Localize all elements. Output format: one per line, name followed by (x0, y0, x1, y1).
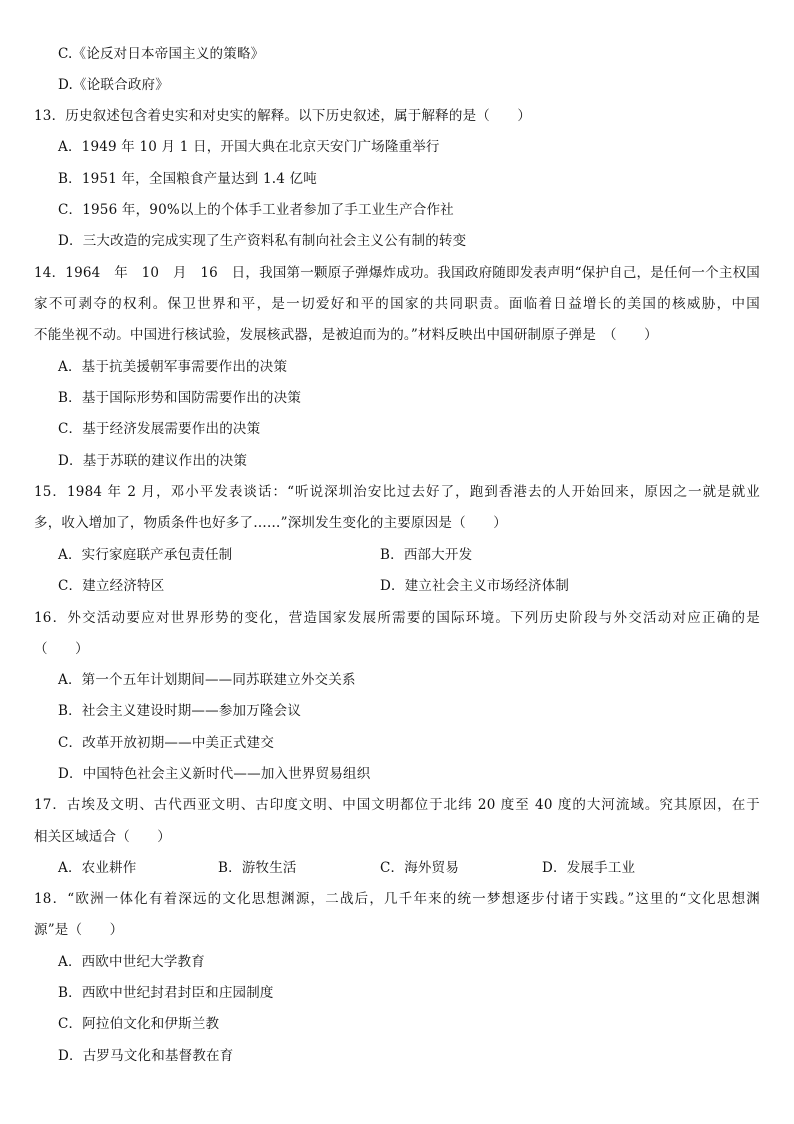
q14-stem-line-3: 不能坐视不动。中国进行核试验，发展核武器，是被迫而为的。”材料反映出中国研制原子弹是 （ ） (34, 327, 658, 343)
q15-option-a: A．实行家庭联产承包责任制 (58, 547, 233, 563)
q15-option-b: B．西部大开发 (380, 547, 473, 563)
q17-stem-line-1: 17．古埃及文明、古代西亚文明、古印度文明、中国文明都位于北纬 20 度至 40 度的大河流域。究其原因，在于 (34, 797, 760, 813)
q16-option-a: A．第一个五年计划期间——同苏联建立外交关系 (58, 672, 356, 688)
q14-stem-line-1: 14．1964 年 10 月 16 日，我国第一颗原子弹爆炸成功。我国政府随即发表声明“保护自己，是任何一个主权国 (34, 265, 760, 281)
q16-stem-line-1: 16．外交活动要应对世界形势的变化，营造国家发展所需要的国际环境。下列历史阶段与外交活动对应正确的是 (34, 610, 760, 626)
q13-option-d: D．三大改造的完成实现了生产资料私有制向社会主义公有制的转变 (58, 233, 467, 249)
q14-option-d: D．基于苏联的建议作出的决策 (58, 453, 248, 469)
q18-stem-line-1: 18．“欧洲一体化有着深远的文化思想渊源，二战后，几千年来的统一梦想逐步付诸于实践。”这里的“文化思想渊 (34, 891, 760, 907)
q13-option-c: C．1956 年，90%以上的个体手工业者参加了手工业生产合作社 (58, 202, 454, 218)
q14-option-c: C．基于经济发展需要作出的决策 (58, 421, 261, 437)
q12-option-d: D.《论联合政府》 (58, 77, 169, 93)
q14-option-a: A．基于抗美援朝军事需要作出的决策 (58, 359, 288, 375)
q17-option-b: B．游牧生活 (218, 860, 297, 876)
q17-option-a: A．农业耕作 (58, 860, 137, 876)
q17-stem-line-2: 相关区域适合（ ） (34, 829, 171, 845)
q13-option-b: B．1951 年，全国粮食产量达到 1.4 亿吨 (58, 171, 317, 187)
q14-option-b: B．基于国际形势和国防需要作出的决策 (58, 390, 302, 406)
q13-option-a: A．1949 年 10 月 1 日，开国大典在北京天安门广场隆重举行 (58, 139, 440, 155)
q16-option-c: C．改革开放初期——中美正式建交 (58, 735, 275, 751)
q18-stem-line-2: 源”是（ ） (34, 922, 124, 938)
q16-option-b: B．社会主义建设时期——参加万隆会议 (58, 703, 302, 719)
q16-stem-line-2: （ ） (34, 641, 89, 657)
q18-option-d: D．古罗马文化和基督教在育 (58, 1048, 234, 1064)
q14-stem-line-2: 家不可剥夺的权利。保卫世界和平，是一切爱好和平的国家的共同职责。面临着日益增长的美国的核威胁，中国 (34, 296, 760, 312)
q18-option-a: A．西欧中世纪大学教育 (58, 954, 205, 970)
q15-option-d: D．建立社会主义市场经济体制 (380, 578, 570, 594)
q13-stem: 13．历史叙述包含着史实和对史实的解释。以下历史叙述，属于解释的是（ ） (34, 108, 532, 124)
q16-option-d: D．中国特色社会主义新时代——加入世界贸易组织 (58, 766, 371, 782)
q15-stem-line-2: 多，收入增加了，物质条件也好多了……”深圳发生变化的主要原因是（ ） (34, 515, 507, 531)
q17-option-c: C．海外贸易 (380, 860, 460, 876)
q18-option-b: B．西欧中世纪封君封臣和庄园制度 (58, 985, 274, 1001)
q12-option-c: C.《论反对日本帝国主义的策略》 (58, 46, 265, 62)
q18-option-c: C．阿拉伯文化和伊斯兰教 (58, 1016, 220, 1032)
q17-option-d: D．发展手工业 (542, 860, 636, 876)
q15-option-c: C．建立经济特区 (58, 578, 165, 594)
q15-stem-line-1: 15．1984 年 2 月，邓小平发表谈话：“听说深圳治安比过去好了，跑到香港去的人开始回来，原因之一就是就业 (34, 484, 760, 500)
